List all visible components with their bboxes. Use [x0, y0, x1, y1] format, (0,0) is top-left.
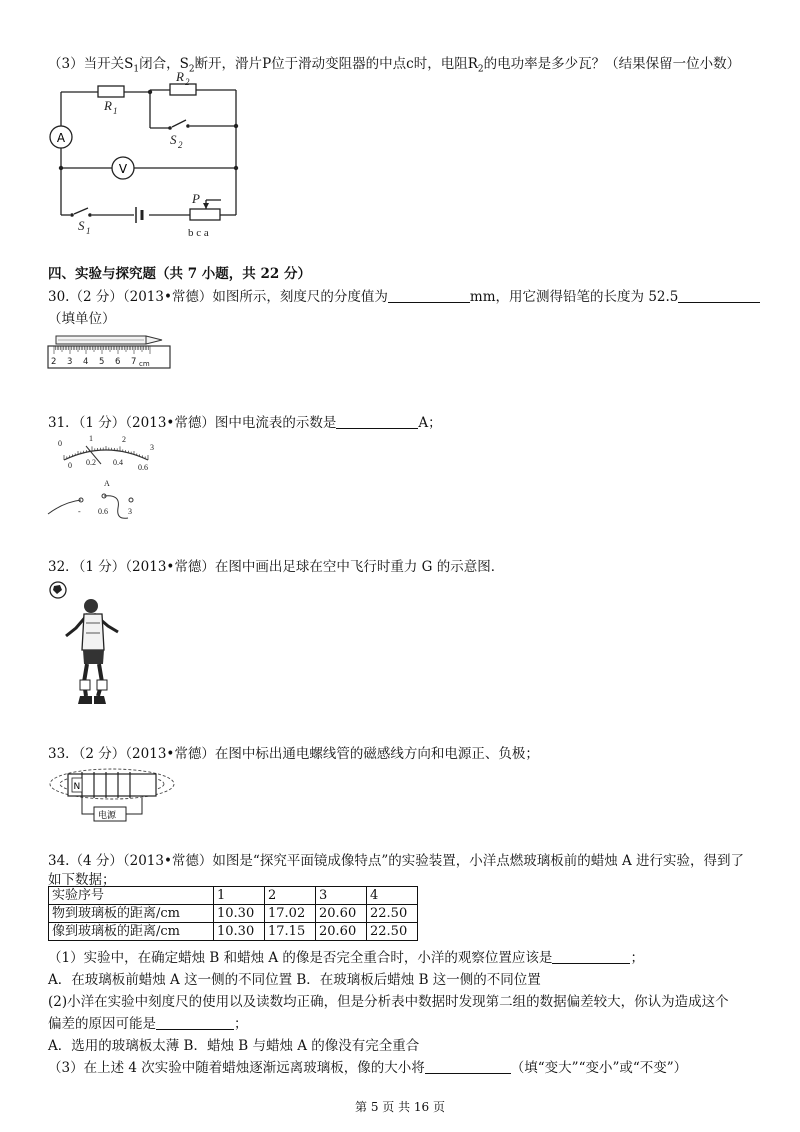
svg-text:3: 3 [128, 507, 132, 516]
svg-text:4: 4 [83, 357, 89, 367]
q34-line2: 如下数据； [48, 872, 116, 888]
q30-blank-2 [678, 288, 760, 303]
solenoid-figure [46, 764, 181, 824]
svg-text:5: 5 [99, 357, 105, 367]
circuit-diagram [46, 70, 256, 240]
q34-part3: （3）在上述 4 次实验中随着蜡烛逐渐远离玻璃板，像的大小将 （填“变大”“变小”或“不变”） [48, 1060, 688, 1076]
q32-text: 32．（1 分）（2013•常德）在图中画出足球在空中飞行时重力 G 的示意图． [48, 559, 505, 575]
data-table [48, 886, 418, 941]
table-cell: 22.50 [367, 923, 418, 941]
table-cell: 3 [316, 887, 367, 905]
svg-text:1: 1 [89, 434, 93, 443]
svg-text:0.4: 0.4 [113, 458, 123, 467]
svg-text:2: 2 [185, 77, 190, 87]
svg-text:-: - [78, 507, 81, 516]
q30-line2: （填单位） [48, 311, 116, 327]
table-header-row [49, 887, 418, 905]
q34-line1: 34.（4 分）（2013•常德）如图是“探究平面镜成像特点”的实验装置，小洋点燃玻璃板前的蜡烛 A 进行实验，得到了 [48, 853, 745, 869]
svg-text:S: S [170, 132, 177, 147]
svg-text:R: R [104, 98, 112, 113]
svg-text:3: 3 [150, 443, 154, 452]
table-cell: 4 [367, 887, 418, 905]
svg-text:b c a: b c a [188, 227, 209, 239]
svg-text:0: 0 [68, 461, 72, 470]
svg-text:P: P [192, 191, 200, 206]
svg-text:0: 0 [58, 439, 62, 448]
table-cell: 17.15 [265, 923, 316, 941]
section-heading: 四、实验与探究题（共 7 小题，共 22 分） [48, 266, 311, 282]
table-row [49, 923, 418, 941]
table-cell: 17.02 [265, 905, 316, 923]
svg-text:R: R [176, 70, 184, 84]
svg-text:2: 2 [178, 140, 183, 150]
q34-part1: （1）实验中，在确定蜡烛 B 和蜡烛 A 的像是否完全重合时，小洋的观察位置应该是 ； [48, 950, 644, 966]
table-cell: 10.30 [214, 923, 265, 941]
ruler-pencil-figure [46, 330, 176, 380]
ammeter-figure [46, 432, 166, 522]
table-cell: 20.60 [316, 923, 367, 941]
svg-text:0.2: 0.2 [86, 458, 96, 467]
q31-blank [336, 414, 418, 429]
svg-text:2: 2 [51, 357, 57, 367]
table-cell: 1 [214, 887, 265, 905]
q31-text: 31．（1 分）（2013•常德）图中电流表的示数是 A； [48, 415, 442, 431]
svg-text:0.6: 0.6 [138, 463, 148, 472]
svg-text:7: 7 [131, 357, 137, 367]
svg-text:A: A [104, 479, 110, 488]
q30-blank-1 [388, 288, 470, 303]
svg-text:0.6: 0.6 [98, 507, 108, 516]
table-cell: 22.50 [367, 905, 418, 923]
svg-text:N: N [73, 782, 81, 792]
svg-text:S: S [78, 218, 85, 233]
table-cell: 10.30 [214, 905, 265, 923]
svg-text:cm: cm [139, 360, 150, 368]
q34-part2-options: A．选用的玻璃板太薄 B．蜡烛 B 与蜡烛 A 的像没有完全重合 [48, 1038, 420, 1054]
svg-text:电源: 电源 [98, 811, 117, 821]
table-cell: 实验序号 [49, 887, 214, 905]
page-footer: 第 5 页 共 16 页 [355, 1100, 445, 1114]
svg-text:3: 3 [67, 357, 73, 367]
q34-blank-3 [425, 1059, 511, 1074]
soccer-player-figure [46, 578, 136, 713]
table-cell: 物到玻璃板的距离/cm [49, 905, 214, 923]
q34-part1-options: A．在玻璃板前蜡烛 A 这一侧的不同位置 B．在玻璃板后蜡烛 B 这一侧的不同位置 [48, 972, 541, 988]
table-cell: 2 [265, 887, 316, 905]
table-cell: 20.60 [316, 905, 367, 923]
svg-text:A: A [56, 131, 66, 145]
q34-blank-1 [552, 949, 630, 964]
q34-blank-2 [156, 1015, 234, 1030]
svg-text:1: 1 [113, 106, 118, 116]
svg-text:6: 6 [115, 357, 121, 367]
q33-text: 33．（2 分）（2013•常德）在图中标出通电螺线管的磁感线方向和电源正、负极； [48, 746, 539, 762]
q29-part3-text: （3）当开关$S_1$闭合，$S_2$断开，滑片P位于滑动变阻器的中点c时，电阻$R_2$的电功率是多少瓦？（结果保留一位小数） [48, 56, 741, 75]
svg-text:2: 2 [122, 435, 126, 444]
svg-text:1: 1 [86, 226, 91, 236]
table-row [49, 905, 418, 923]
table-cell: 像到玻璃板的距离/cm [49, 923, 214, 941]
q30-line1: 30.（2 分）（2013•常德）如图所示，刻度尺的分度值为 mm，用它测得铅笔的长度为 52.5 [48, 285, 760, 305]
svg-text:V: V [118, 162, 128, 176]
q34-part2-line1: (2)小洋在实验中刻度尺的使用以及读数均正确，但是分析表中数据时发现第二组的数据偏差较大，你认为造成这个 [48, 994, 729, 1010]
q34-part2-line2: 偏差的原因可能是 ； [48, 1016, 248, 1032]
